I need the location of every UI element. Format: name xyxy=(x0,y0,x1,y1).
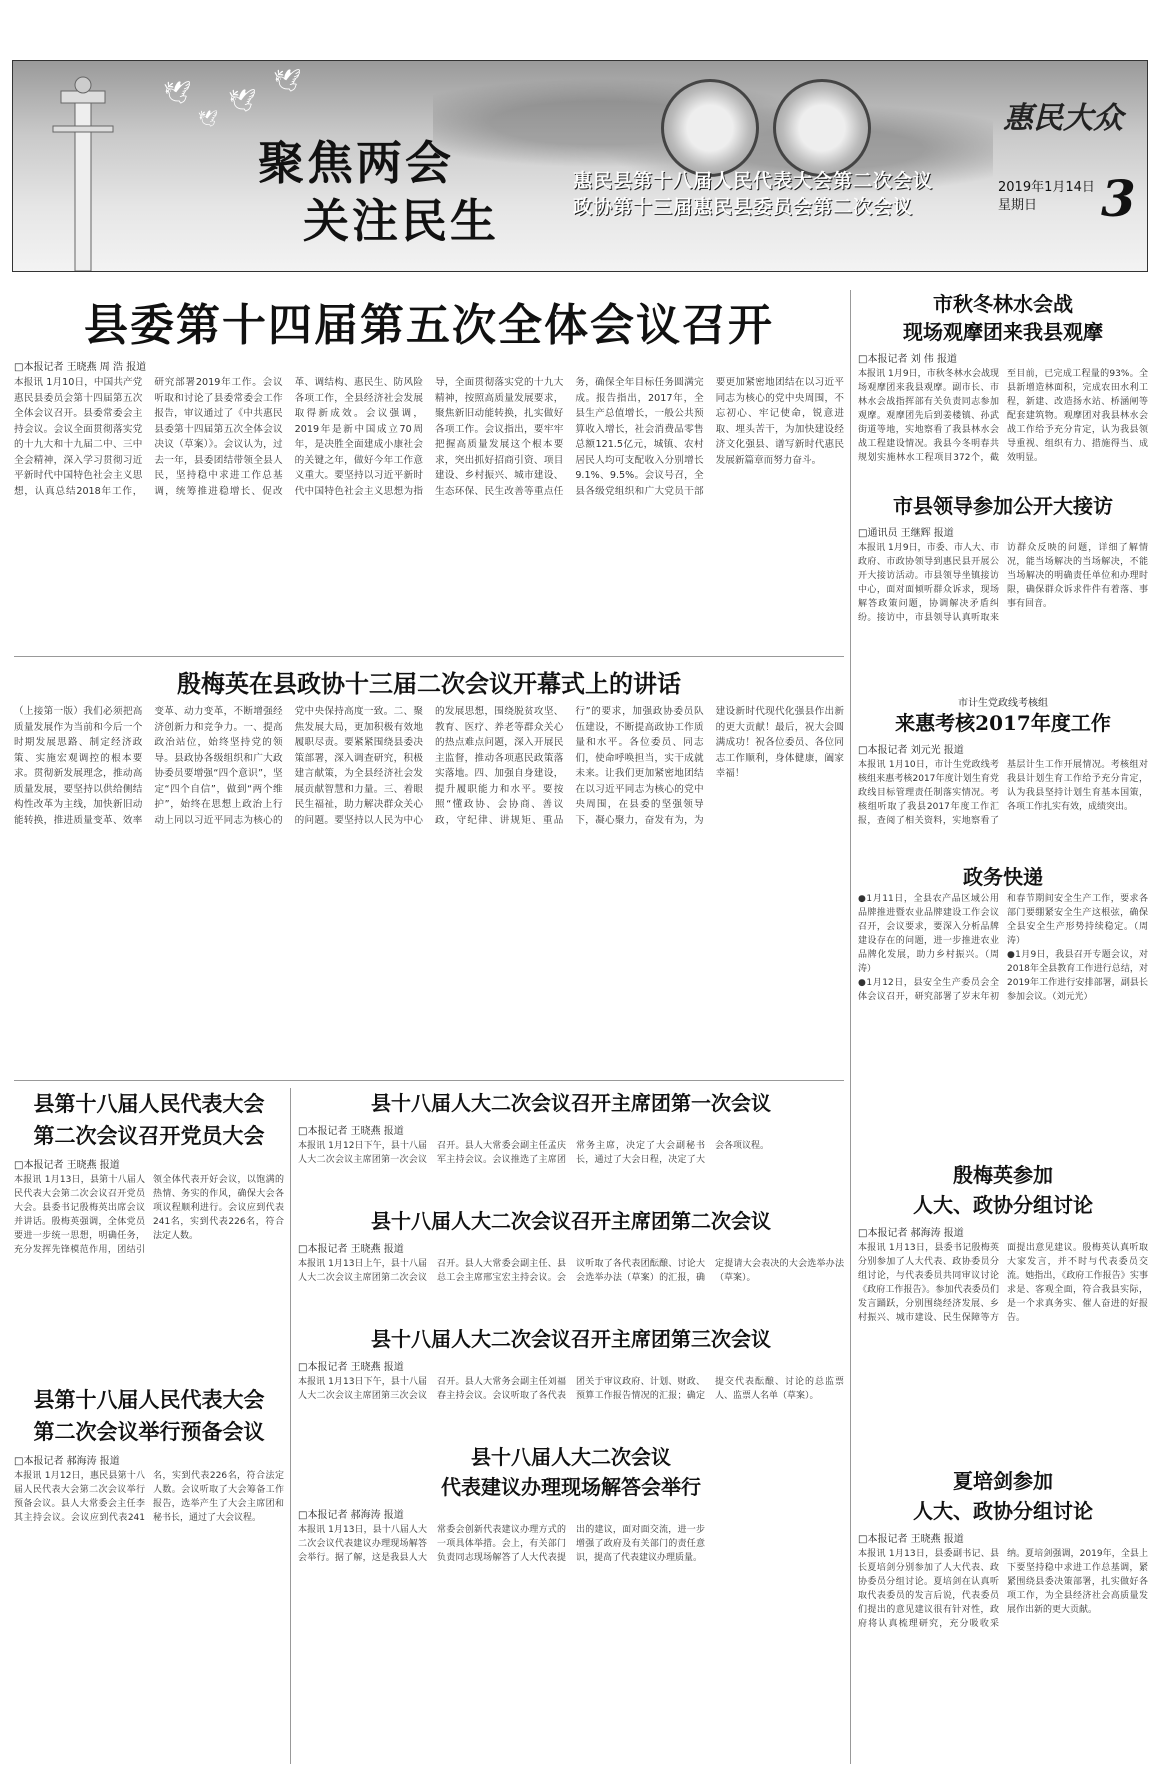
article-headline-line1: 县第十八届人民代表大会 xyxy=(33,1387,265,1412)
article-speech xyxy=(14,664,844,1074)
article-headline: 市县领导参加公开大接访 xyxy=(893,494,1113,518)
date-text: 2019年1月14日 xyxy=(998,180,1095,195)
masthead-subtitle-line2: 政协第十三届惠民县委员会第二次会议 xyxy=(573,196,914,218)
issue-date xyxy=(998,179,1095,215)
article-headline: 政务快递 xyxy=(963,865,1043,889)
article-headline-line2: 第二次会议召开党员大会 xyxy=(33,1123,265,1148)
brief-list xyxy=(858,892,1148,1142)
article-body: 本报讯 1月10日，中国共产党惠民县委员会第十四届第五次全体会议召开。县委常委会主持会议。会议全面贯彻落实党的十九大和十九届二中、三中全会精神，深入学习贯彻习近平新时代中国特色社会主义思想，认真总结2018年工作，研究部署2019年工作。会议听取和讨论了县委常委会工作报告，审议通过了《中共惠民县委第十四届第五次全体会议决议（草案）》。会议认为，过去一年，县委团结带领全县人民，坚持稳中求进工作总基调，统筹推进稳增长、促改革、调结构、惠民生、防风险各项工作，全县经济社会发展取得新成效。会议强调，2019年是新中国成立70周年，是决胜全面建成小康社会的关键之年，做好今年工作意义重大。要坚持以习近平新时代中国特色社会主义思想为指导，全面贯彻落实党的十九大精神，按照高质量发展要求，聚焦新旧动能转换，扎实做好各项工作。会议指出，要牢牢把握高质量发展这个根本要求，突出抓好招商引资、项目建设、乡村振兴、城市建设、生态环保、民生改善等重点任务，确保全年目标任务圆满完成。报告指出，2017年，全县生产总值增长，一般公共预算收入增长，社会消费品零售总额121.5亿元，城镇、农村居民人均可支配收入分别增长9.1%、9.5%。会议号召，全县各级党组织和广大党员干部要更加紧密地团结在以习近平同志为核心的党中央周围，不忘初心、牢记使命，锐意进取、埋头苦干，为加快建设经济文化强县、谱写新时代惠民发展新篇章而努力奋斗。 xyxy=(14,377,844,497)
weekday-text: 星期日 xyxy=(998,198,1038,213)
article-body: 本报讯 1月12日下午，县十八届人大二次会议主席团第一次会议召开。县人大常委会副主任孟庆军主持会议。会议推选了主席团常务主席，决定了大会副秘书长，通过了大会日程，决定了大会各项议程。 xyxy=(298,1141,770,1165)
article-preparatory xyxy=(14,1384,284,1764)
article-headline-line2: 代表建议办理现场解答会举行 xyxy=(441,1475,701,1499)
article-byline: □本报记者 郝海涛 报道 xyxy=(298,1510,404,1521)
article-assessment xyxy=(858,690,1148,860)
article-presidium-3 xyxy=(298,1324,844,1436)
article-byline: □本报记者 王晓燕 报道 xyxy=(298,1244,404,1255)
article-body: 本报讯 1月13日，县委副书记、县长夏培剑分别参加了人大代表、政协委员分组讨论。夏培剑在认真听取代表委员的发言后说，代表委员们提出的意见建议很有针对性，政府将认真梳理研究，充分吸收采纳。夏培剑强调，2019年，全县上下要坚持稳中求进工作总基调，紧紧围绕县委决策部署，扎实做好各项工作，为全县经济社会高质量发展作出新的更大贡献。 xyxy=(858,1549,1148,1629)
article-headline-line2: 第二次会议举行预备会议 xyxy=(33,1419,265,1444)
article-headline: 来惠考核2017年度工作 xyxy=(895,711,1111,735)
brief-item: ●1月9日，我县召开专题会议，对2018年全县教育工作进行总结，对2019年工作进行安排部署，副县长参加会议。（刘元光） xyxy=(1007,950,1148,1002)
article-headline-line1: 夏培剑参加 xyxy=(953,1469,1053,1493)
cppcc-emblem-icon xyxy=(773,79,871,177)
article-headline-line1: 县第十八届人民代表大会 xyxy=(33,1091,265,1116)
article-byline: □本报记者 郝海涛 报道 xyxy=(858,1228,964,1239)
huabiao-pillar-icon xyxy=(43,71,123,271)
masthead-banner xyxy=(12,60,1148,272)
article-headline-line2: 现场观摩团来我县观摩 xyxy=(903,320,1103,344)
article-byline: □本报记者 郝海涛 报道 xyxy=(14,1456,120,1467)
article-byline: □本报记者 王晓燕 报道 xyxy=(14,1160,120,1171)
article-headline-line2: 人大、政协分组讨论 xyxy=(913,1193,1093,1217)
masthead-title-line1: 聚焦两会 xyxy=(258,136,454,190)
section-divider xyxy=(14,1080,844,1081)
column-divider xyxy=(290,1088,291,1764)
masthead-title-line2: 关注民生 xyxy=(303,194,499,248)
section-divider xyxy=(14,656,844,657)
article-body: 本报讯 1月13日上午，县十八届人大二次会议主席团第二次会议召开。县人大常委会副主任、县总工会主席邢宝宏主持会议。会议听取了各代表团酝酿、讨论大会选举办法（草案）的汇报，确定提请大会表决的大会选举办法（草案）。 xyxy=(298,1259,844,1283)
article-byline: □本报记者 王晓燕 周 浩 报道 xyxy=(14,362,147,373)
brief-item: ●1月11日，全县农产品区域公用品牌推进暨农业品牌建设工作会议召开，会议要求，要深入分析品牌建设存在的问题，进一步推进农业品牌化发展，助力乡村振兴。（周涛） xyxy=(858,894,999,974)
article-lin-shui xyxy=(858,290,1148,490)
dove-icon: 🕊 xyxy=(273,69,301,94)
article-headline: 县十八届人大二次会议召开主席团第三次会议 xyxy=(371,1327,771,1351)
column-divider xyxy=(850,1290,851,1764)
article-body xyxy=(14,704,844,1064)
article-text: 我们必须把高质量发展作为当前和今后一个时期发展思路、制定经济政策、实施宏观调控的根本要求。贯彻新发展理念，推动高质量发展，要坚持以供给侧结构性改革为主线，加快新旧动能转换，推进质量变革、效率变革、动力变革，不断增强经济创新力和竞争力。一、提高政治站位，始终坚持党的领导。县政协各级组织和广大政协委员要增强“四个意识”，坚定“四个自信”，做到“两个维护”，始终在思想上政治上行动上同以习近平同志为核心的党中央保持高度一致。二、聚焦发展大局，更加积极有效地履职尽责。要紧紧围绕县委决策部署，深入调查研究，积极建言献策，为全县经济社会发展贡献智慧和力量。三、着眼民生福祉，助力解决群众关心的问题。要坚持以人民为中心的发展思想，围绕脱贫攻坚、教育、医疗、养老等群众关心的热点难点问题，深入开展民主监督，推动各项惠民政策落实落地。四、加强自身建设，提升履职能力和水平。要按照“懂政协、会协商、善议政，守纪律、讲规矩、重品行”的要求，加强政协委员队伍建设，不断提高政协工作质量和水平。各位委员、同志们，使命呼唤担当，实干成就未来。让我们更加紧密地团结在以习近平同志为核心的党中央周围，在县委的坚强领导下，凝心聚力，奋发有为，为建设新时代现代化强县作出新的更大贡献！最后，祝大会圆满成功！祝各位委员、各位同志工作顺利，身体健康，阖家幸福！ xyxy=(14,706,844,826)
masthead-subtitle-line1: 惠民县第十八届人民代表大会第二次会议 xyxy=(573,170,934,192)
page-number: 3 xyxy=(1101,169,1136,228)
article-headline: 县十八届人大二次会议召开主席团第二次会议 xyxy=(371,1209,771,1233)
article-presidium-2 xyxy=(298,1206,844,1318)
article-presidium-1 xyxy=(298,1088,844,1200)
brief-item: ●1月12日，县安全生产委员会全体会议召开，研究部署了岁末年初和春节期间安全生产工作，要求各部门要绷紧安全生产这根弦，确保全县安全生产形势持续稳定。（周涛） xyxy=(858,894,1148,1002)
article-byline: □通讯员 王继辉 报道 xyxy=(858,528,954,539)
column-divider xyxy=(850,290,851,1290)
article-body: 本报讯 1月13日，县委书记殷梅英分别参加了人大代表、政协委员分组讨论，与代表委员共同审议讨论《政府工作报告》。参加代表委员们发言踊跃，分别围绕经济发展、乡村振兴、城市建设、民生保障等方面提出意见建议。殷梅英认真听取大家发言，并不时与代表委员交流。她指出，《政府工作报告》实事求是、客观全面，符合我县实际，是一个求真务实、催人奋进的好报告。 xyxy=(858,1243,1148,1323)
article-news-briefs xyxy=(858,862,1148,1152)
article-kicker: 市计生党政线考核组 xyxy=(958,698,1048,709)
article-group-discuss-1 xyxy=(858,1160,1148,1460)
article-headline: 县十八届人大二次会议召开主席团第一次会议 xyxy=(371,1091,771,1115)
article-byline: □本报记者 王晓燕 报道 xyxy=(298,1126,404,1137)
article-suggestions xyxy=(298,1442,844,1764)
article-lead: （上接第一版） xyxy=(14,706,84,717)
article-headline: 县委第十四届第五次全体会议召开 xyxy=(84,300,774,351)
article-headline-line1: 殷梅英参加 xyxy=(953,1163,1053,1187)
article-headline-line1: 县十八届人大二次会议 xyxy=(471,1445,671,1469)
article-body: 本报讯 1月13日，县第十八届人民代表大会第二次会议召开党员大会。县委书记殷梅英出席会议并讲话。殷梅英强调，全体党员要进一步统一思想，明确任务，充分发挥先锋模范作用，团结引领全体代表开好会议，以饱满的热情、务实的作风，确保大会各项议程顺利进行。会议应到代表241名，实到代表226名，符合法定人数。 xyxy=(14,1175,284,1255)
article-headline-line2: 人大、政协分组讨论 xyxy=(913,1499,1093,1523)
dove-icon: 🕊 xyxy=(228,89,256,114)
article-headline-line1: 市秋冬林水会战 xyxy=(933,292,1073,316)
article-byline: □本报记者 刘元光 报道 xyxy=(858,745,964,756)
paper-name: 惠民大众 xyxy=(1003,101,1123,136)
article-party-congress xyxy=(14,1088,284,1378)
article-byline: □本报记者 王晓燕 报道 xyxy=(858,1534,964,1545)
article-body: 本报讯 1月9日，市委、市人大、市政府、市政协领导到惠民县开展公开大接访活动。市县领导坐镇接访中心，面对面倾听群众诉求，现场解答政策问题，协调解决矛盾纠纷。接访中，市县领导认真听取来访群众反映的问题，详细了解情况，能当场解决的当场解决，不能当场解决的明确责任单位和办理时限，确保群众诉求件件有着落、事事有回音。 xyxy=(858,543,1148,623)
article-body: 本报讯 1月9日，市秋冬林水会战现场观摩团来我县观摩。副市长、市林水会战指挥部有关负责同志参加观摩。观摩团先后到姜楼镇、孙武街道等地，实地察看了我县林水会战工程建设情况。我县今冬明春共规划实施林水工程项目372个，截至目前，已完成工程量的93%。全县新增造林面积，完成农田水利工程，新建、改造扬水站、桥涵闸等配套建筑物。观摩团对我县林水会战工作给予充分肯定，认为我县领导重视、组织有力、措施得当、成效明显。 xyxy=(858,369,1148,463)
article-reception xyxy=(858,492,1148,682)
article-body: 本报讯 1月10日，市计生党政线考核组来惠考核2017年度计划生育党政线目标管理责任制落实情况。考核组听取了我县2017年度工作汇报，查阅了相关资料，实地察看了基层计生工作开展情况。考核组对我县计划生育工作给予充分肯定，认为我县坚持计划生育基本国策，各项工作扎实有效，成绩突出。 xyxy=(858,760,1148,826)
national-emblem-icon xyxy=(661,79,759,177)
article-body: 本报讯 1月13日，县十八届人大二次会议代表建议办理现场解答会举行。据了解，这是我县人大常委会创新代表建议办理方式的一项具体举措。会上，有关部门负责同志现场解答了人大代表提出的建议，面对面交流，进一步增强了政府及有关部门的责任意识，提高了代表建议办理质量。 xyxy=(298,1525,705,1563)
article-main xyxy=(14,298,844,648)
dove-icon: 🕊 xyxy=(163,81,191,106)
article-body: 本报讯 1月12日，惠民县第十八届人民代表大会第二次会议举行预备会议。县人大常委会主任李其主持会议。会议应到代表241名，实到代表226名，符合法定人数。会议听取了大会筹备工作报告，选举产生了大会主席团和秘书长，通过了大会议程。 xyxy=(14,1471,284,1523)
article-body: 本报讯 1月13日下午，县十八届人大二次会议主席团第三次会议召开。县人大常务会副主任刘福春主持会议。会议听取了各代表团关于审议政府、计划、财政、预算工作报告情况的汇报；确定提交代表酝酿、讨论的总监票人、监票人名单（草案）。 xyxy=(298,1377,844,1401)
article-headline: 殷梅英在县政协十三届二次会议开幕式上的讲话 xyxy=(177,669,681,698)
article-group-discuss-2 xyxy=(858,1466,1148,1764)
dove-icon: 🕊 xyxy=(198,109,219,128)
article-byline: □本报记者 王晓燕 报道 xyxy=(298,1362,404,1373)
article-byline: □本报记者 刘 伟 报道 xyxy=(858,354,957,365)
